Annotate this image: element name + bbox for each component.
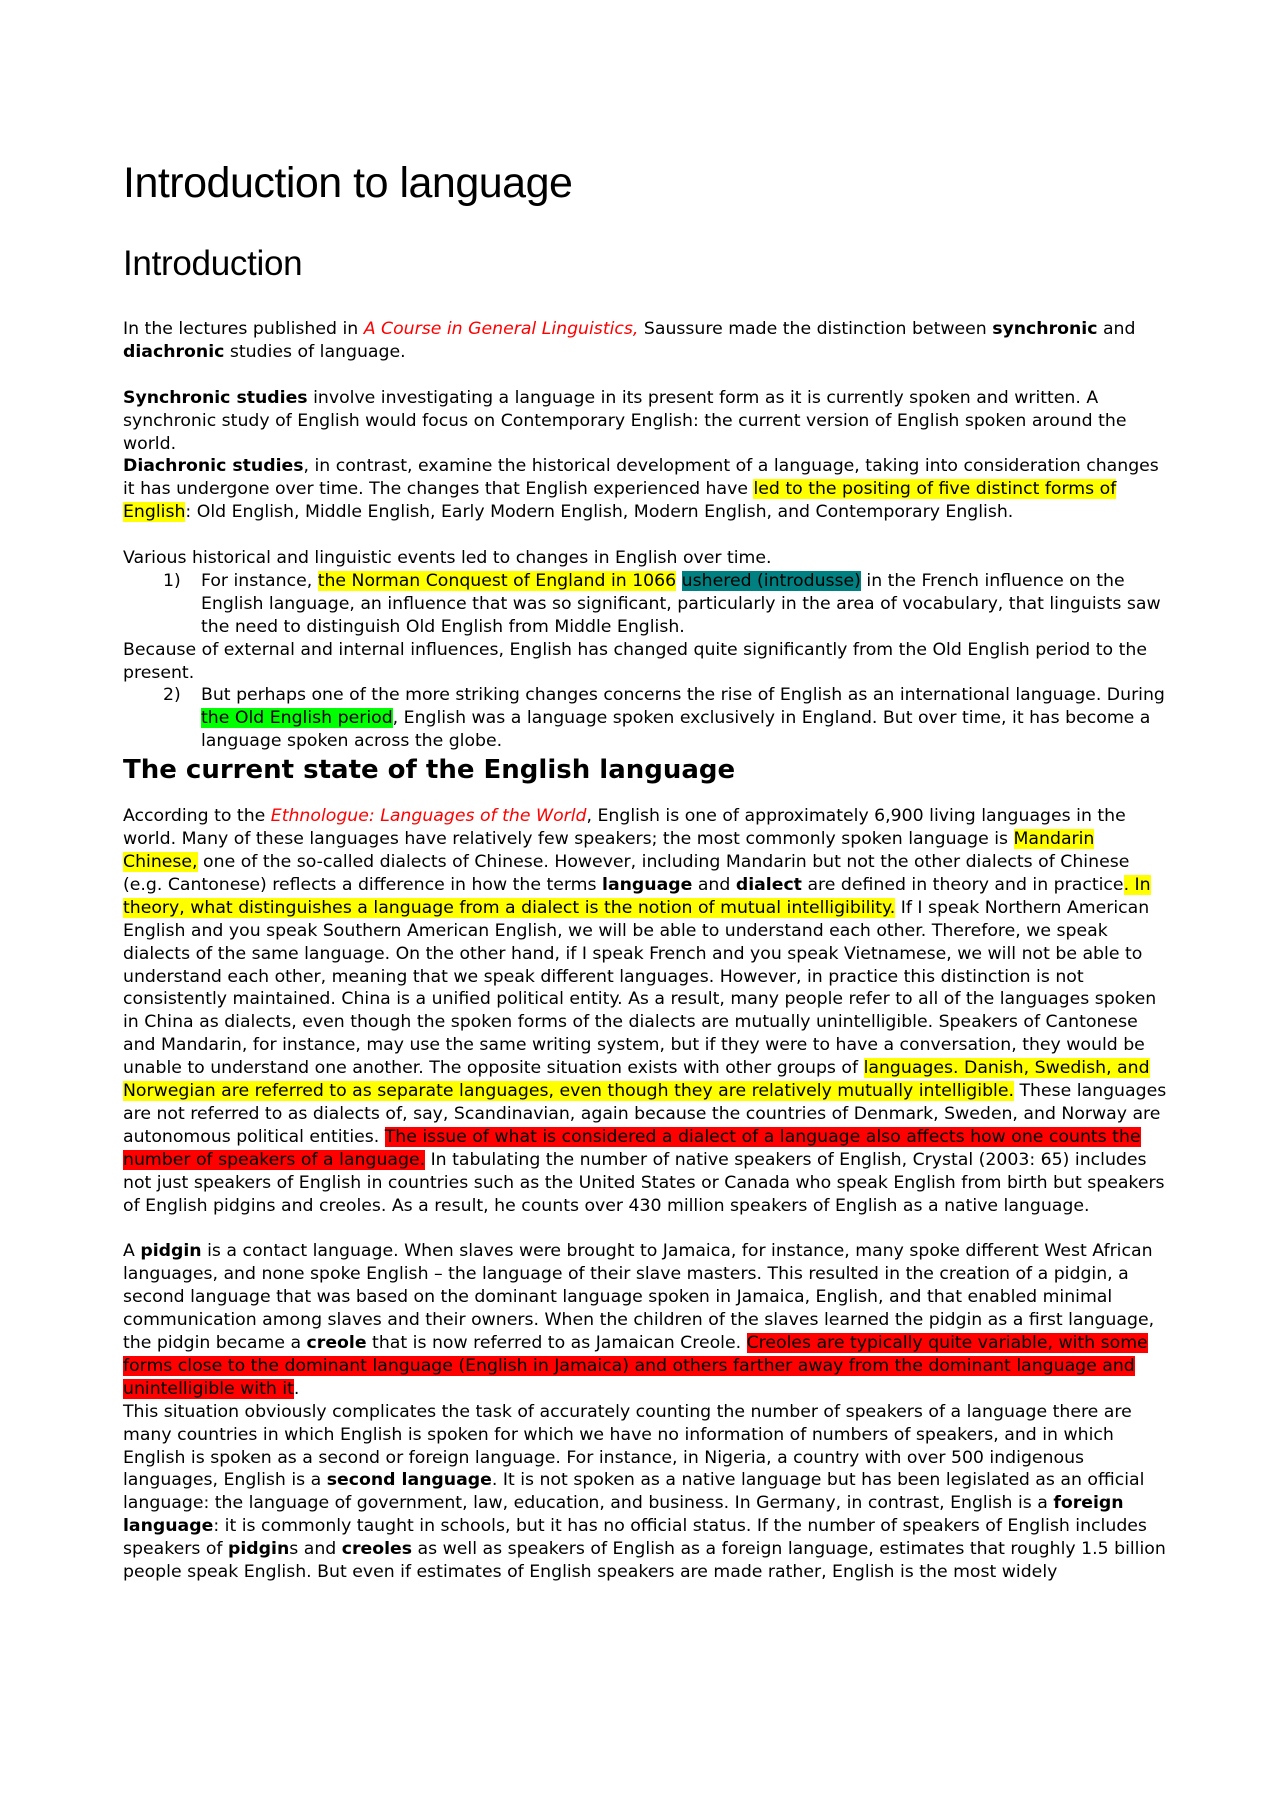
paragraph-counting: This situation obviously complicates the task of accurately counting the number of speakers of a language there are many countries in which English is spoken for which we have no information of numbers of speakers, and in which English is spoken as a second or foreign language. For instance, in Nigeria, a country with over 500 indigenous languages, English is a second language. It is not spoken as a native language but has been legislated as an official language: the language of government, law, education, and business. In Germany, in contrast, English is a foreign language: it is commonly taught in schools, but it has no official status. If the number of speakers of English includes speakers of pidgins and creoles as well as speakers of English as a foreign language, estimates that roughly 1.5 billion people speak English. But even if estimates of English speakers are made rather, English is the most widely xyxy=(123,1401,1166,1583)
list-1 xyxy=(123,570,1173,639)
book-title-ethnologue: Ethnologue: Languages of the World xyxy=(270,806,587,827)
paragraph-synchronic: Synchronic studies involve investigating a language in its present form as it is currently spoken and written. A synchronic study of English would focus on Contemporary English: the current version of English spoken around the world. xyxy=(123,387,1127,454)
highlight-mutual-intelligibility: . In theory, what distinguishes a language from a dialect is the notion of mutual intelligibility. xyxy=(123,874,1151,918)
term-diachronic-studies: Diachronic studies xyxy=(123,456,304,477)
section-heading-introduction: Introduction xyxy=(123,244,303,283)
section-heading-current-state: The current state of the English language xyxy=(123,755,736,786)
term-pidgins: pidgin xyxy=(227,1539,290,1560)
paragraph-events: Various historical and linguistic events led to changes in English over time. xyxy=(123,548,772,569)
paragraph-diachronic: Diachronic studies, in contrast, examine the historical development of a language, taking into consideration changes it has undergone over time. The changes that English experienced have led to the positing of five distinct forms of English: Old English, Middle English, Early Modern English, Modern English, and Contemporary English. xyxy=(123,456,1159,523)
highlight-old-english-period: the Old English period xyxy=(201,708,393,729)
term-creole: creole xyxy=(306,1333,367,1354)
highlight-creoles-variable: Creoles are typically quite variable, with some forms close to the dominant language (English in Jamaica) and others farther away from the dominant language and unintelligible with it xyxy=(123,1333,1148,1399)
paragraph-pidgin: A pidgin is a contact language. When slaves were brought to Jamaica, for instance, many spoke different West African languages, and none spoke English – the language of their slave masters. This resulted in the creation of a pidgin, a second language that was based on the dominant language spoken in Jamaica, English, and that enabled minimal communication among slaves and their owners. When the children of the slaves learned the pidgin as a first language, the pidgin became a creole that is now referred to as Jamaican Creole. Creoles are typically quite variable, with some forms close to the dominant language (English in Jamaica) and others farther away from the dominant language and unintelligible with it. xyxy=(123,1241,1155,1399)
paragraph-influences: Because of external and internal influences, English has changed quite significantly from the Old English period to the present. xyxy=(123,639,1147,683)
term-second-language: second language xyxy=(326,1470,492,1491)
term-pidgin: pidgin xyxy=(140,1241,202,1262)
term-dialect: dialect xyxy=(735,874,802,895)
term-foreign-language: foreign language xyxy=(123,1493,1124,1537)
list-item: 2) But perhaps one of the more striking changes concerns the rise of English as an international language. During the Old English period, English was a language spoken exclusively in England. But over time, it has become a language spoken across the globe. xyxy=(163,685,1165,752)
book-title-course: A Course in General Linguistics, xyxy=(363,319,639,339)
paragraph-ethnologue: According to the Ethnologue: Languages of the World, English is one of approximately 6,900 living languages in the world. Many of these languages have relatively few speakers; the most commonly spoken language is Mandarin Chinese, one of the so-called dialects of Chinese. However, including Mandarin but not the other dialects of Chinese (e.g. Cantonese) reflects a difference in how the terms language and dialect are defined in theory and in practice. In theory, what distinguishes a language from a dialect is the notion of mutual intelligibility. If I speak Northern American English and you speak Southern American English, we will be able to understand each other. Therefore, we speak dialects of the same language. On the other hand, if I speak French and you speak Vietnamese, we will not be able to understand each other, meaning that we speak different languages. However, in practice this distinction is not consistently maintained. China is a unified political entity. As a result, many people refer to all of the languages spoken in China as dialects, even though the spoken forms of the dialects are mutually unintelligible. Speakers of Cantonese and Mandarin, for instance, may use the same writing system, but if they were to have a conversation, they would be unable to understand one another. The opposite situation exists with other groups of languages. Danish, Swedish, and Norwegian are referred to as separate languages, even though they are relatively mutually intelligible. These languages are not referred to as dialects of, say, Scandinavian, again because the countries of Denmark, Sweden, and Norway are autonomous political entities. The issue of what is considered a dialect of a language also affects how one counts the number of speakers of a language. In tabulating the number of native speakers of English, Crystal (2003: 65) includes not just speakers of English in countries such as the United States or Canada who speak English from birth but speakers of English pidgins and creoles. As a result, he counts over 430 million speakers of English as a native language. xyxy=(123,806,1167,1216)
term-synchronic: synchronic xyxy=(992,319,1098,339)
term-creoles: creoles xyxy=(341,1539,413,1560)
document-title: Introduction to language xyxy=(123,159,573,207)
list-2 xyxy=(123,684,1173,753)
paragraph-saussure: In the lectures published in A Course in General Linguistics, Saussure made the distinction between synchronic and diachronic studies of language. xyxy=(123,319,1136,362)
list-item: 1) For instance, the Norman Conquest of England in 1066 ushered (introdusse) in the French influence on the English language, an influence that was so significant, particularly in the area of vocabulary, that linguists saw the need to distinguish Old English from Middle English. xyxy=(163,570,1161,637)
highlight-ushered: ushered (introdusse) xyxy=(681,570,861,591)
highlight-scandinavian-languages: languages. Danish, Swedish, and Norwegian are referred to as separate languages, even though they are relatively mutually intelligible. xyxy=(123,1058,1150,1102)
term-language: language xyxy=(602,874,693,895)
highlight-dialect-count: The issue of what is considered a dialect of a language also affects how one counts the number of speakers of a language. xyxy=(123,1126,1141,1170)
term-synchronic-studies: Synchronic studies xyxy=(123,387,308,408)
highlight-mandarin: Mandarin Chinese, xyxy=(123,829,1095,872)
document-body xyxy=(123,318,1173,1584)
highlight-norman-conquest: the Norman Conquest of England in 1066 xyxy=(317,570,677,591)
term-diachronic: diachronic xyxy=(123,341,225,362)
highlight-five-forms: led to the positing of five distinct forms of English xyxy=(123,479,1117,523)
